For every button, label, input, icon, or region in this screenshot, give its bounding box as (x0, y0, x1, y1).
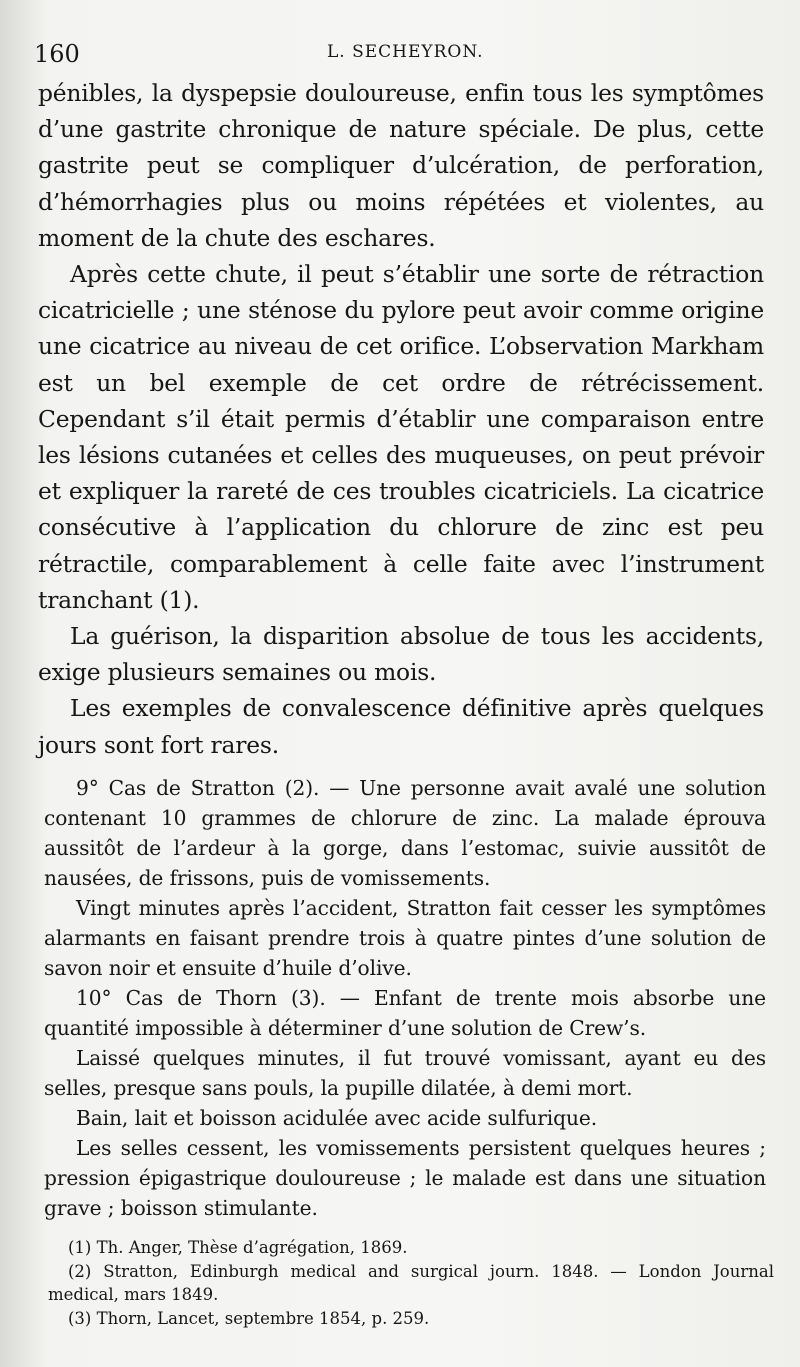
case-paragraph: Les selles cessent, les vomissements persistent quelques heures ; pression épigastrique douloureuse ; le malade est dans une situation grave ; boisson stimulante. (44, 1136, 766, 1220)
case-paragraph: Bain, lait et boisson acidulée avec acide sulfurique. (76, 1106, 598, 1130)
paragraph: La guérison, la disparition absolue de tous les accidents, exige plusieurs semaines ou mois. (38, 622, 764, 687)
main-text (38, 75, 764, 763)
footnote: (2) Stratton, Edinburgh medical and surgical journ. 1848. — London Journal medical, mars 1849. (48, 1261, 774, 1304)
running-head: L. SECHEYRON. (327, 42, 484, 62)
case-paragraph: Vingt minutes après l’accident, Stratton fait cesser les symptômes alarmants en faisant prendre trois à quatre pintes d’une solution de savon noir et ensuite d’huile d’olive. (44, 896, 766, 980)
paragraph: pénibles, la dyspepsie douloureuse, enfin tous les symptômes d’une gastrite chronique de nature spéciale. De plus, cette gastrite peut se compliquer d’ulcération, de perforation, d’hémorrhagies plus ou moins répétées et violentes, au moment de la chute des eschares. (38, 79, 764, 252)
case-paragraph: 10° Cas de Thorn (3). — Enfant de trente mois absorbe une quantité impossible à déterminer d’une solution de Crew’s. (44, 986, 766, 1040)
footnotes (48, 1236, 774, 1330)
page-header (34, 40, 774, 80)
footnote: (1) Th. Anger, Thèse d’agrégation, 1869. (68, 1238, 408, 1257)
page-number: 160 (34, 40, 80, 68)
case-reports (44, 773, 766, 1223)
footnote: (3) Thorn, Lancet, septembre 1854, p. 259. (68, 1308, 430, 1328)
case-paragraph: 9° Cas de Stratton (2). — Une personne avait avalé une solution contenant 10 grammes de chlorure de zinc. La malade éprouva aussitôt de l’ardeur à la gorge, dans l’estomac, suivie aussitôt de nausées, de frissons, puis de vomissements. (44, 776, 766, 890)
case-paragraph: Laissé quelques minutes, il fut trouvé vomissant, ayant eu des selles, presque sans pouls, la pupille dilatée, à demi mort. (44, 1046, 766, 1100)
paragraph: Après cette chute, il peut s’établir une sorte de rétraction cicatricielle ; une sténose du pylore peut avoir comme origine une cicatrice au niveau de cet orifice. L’observation Markham est un bel exemple de cet ordre de rétrécissement. Cependant s’il était permis d’établir une comparaison entre les lésions cutanées et celles des muqueuses, on peut prévoir et expliquer la rareté de ces troubles cicatriciels. La cicatrice consécutive à l’application du chlorure de zinc est peu rétractile, comparablement à celle faite avec l’instrument tranchant (1). (38, 260, 764, 614)
paragraph: Les exemples de convalescence définitive après quelques jours sont fort rares. (38, 694, 764, 759)
